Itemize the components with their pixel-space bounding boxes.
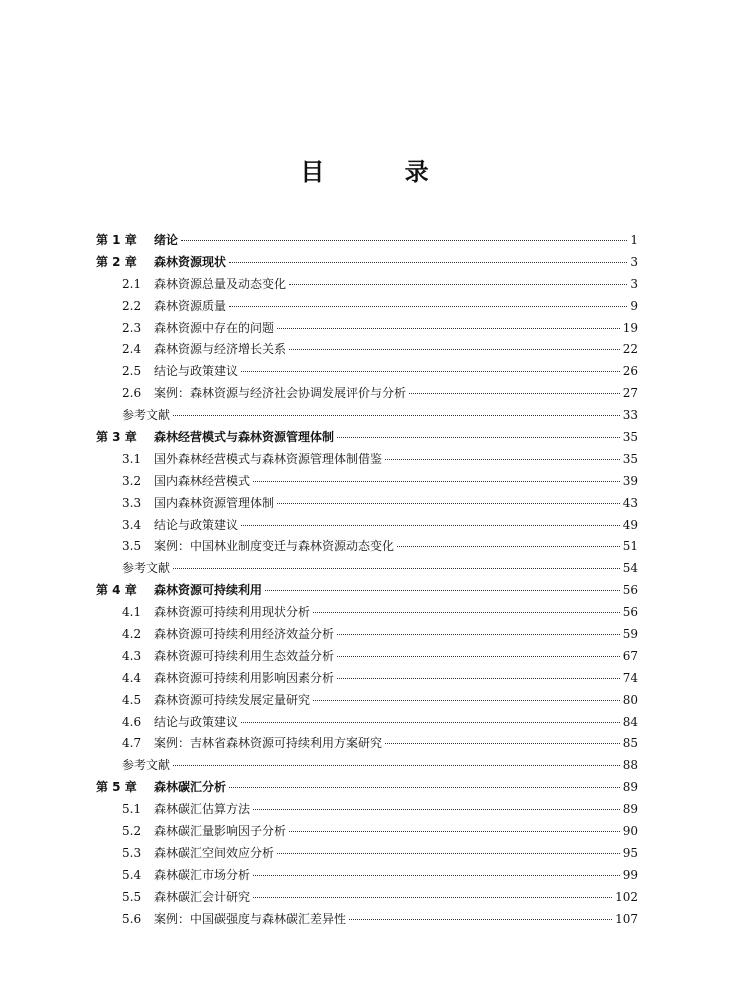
toc-section-entry[interactable] (96, 362, 638, 384)
toc-section-entry[interactable] (96, 800, 638, 822)
toc-entry-number: 3.4 (122, 517, 142, 532)
toc-entry-number: 4.7 (122, 736, 142, 751)
toc-entry-number: 5.4 (122, 867, 142, 882)
toc-entry-label: 参考文献 (122, 561, 171, 576)
toc-entry-page-number: 27 (622, 386, 638, 401)
toc-entry-number: 2.1 (122, 276, 142, 291)
toc-section-entry[interactable] (96, 888, 638, 910)
toc-entry-number: 3.1 (122, 451, 142, 466)
toc-entry-number: 4.5 (122, 692, 142, 707)
toc-dot-leader (253, 809, 620, 810)
toc-dot-leader (241, 525, 620, 526)
toc-section-entry[interactable] (96, 275, 638, 297)
toc-chapter-entry[interactable] (96, 778, 638, 800)
toc-entry-number: 第 2 章 (96, 254, 137, 269)
page-title: 目 录 (300, 158, 465, 186)
toc-dot-leader (409, 393, 620, 394)
toc-entry-number: 4.4 (122, 670, 142, 685)
toc-entry-number: 第 5 章 (96, 780, 137, 795)
toc-entry-page-number: 85 (622, 736, 638, 751)
toc-entry-page-number: 80 (622, 692, 638, 707)
toc-entry-page-number: 59 (622, 627, 638, 642)
toc-entry-label: 参考文献 (122, 408, 171, 423)
toc-entry-number: 2.6 (122, 386, 142, 401)
toc-entry-page-number: 84 (622, 714, 638, 729)
toc-entry-number: 4.3 (122, 648, 142, 663)
toc-dot-leader (385, 743, 620, 744)
toc-entry-page-number: 35 (622, 430, 638, 445)
toc-entry-page-number: 56 (622, 583, 638, 598)
toc-entry-page-number: 1 (630, 233, 638, 247)
toc-entry-label: 国内森林资源管理体制 (154, 495, 275, 510)
toc-entry-label: 森林碳汇空间效应分析 (154, 845, 275, 860)
toc-dot-leader (253, 875, 620, 876)
toc-entry-page-number: 35 (622, 451, 638, 466)
toc-references-entry[interactable] (96, 406, 638, 428)
toc-entry-page-number: 3 (630, 254, 638, 269)
toc-dot-leader (349, 919, 612, 920)
toc-entry-page-number: 90 (622, 824, 638, 839)
toc-chapter-entry[interactable] (96, 581, 638, 603)
toc-dot-leader (385, 459, 620, 460)
toc-section-entry[interactable] (96, 734, 638, 756)
toc-entry-number: 4.1 (122, 605, 142, 620)
toc-dot-leader (173, 568, 620, 569)
toc-dot-leader (313, 700, 620, 701)
toc-dot-leader (337, 656, 620, 657)
toc-section-entry[interactable] (96, 691, 638, 713)
toc-chapter-entry[interactable] (96, 253, 638, 275)
toc-entry-label: 结论与政策建议 (154, 517, 239, 532)
toc-section-entry[interactable] (96, 516, 638, 538)
toc-entry-page-number: 107 (615, 911, 638, 926)
toc-entry-label: 森林资源与经济增长关系 (154, 342, 287, 357)
toc-entry-page-number: 95 (622, 845, 638, 860)
toc-section-entry[interactable] (96, 866, 638, 888)
toc-references-entry[interactable] (96, 756, 638, 778)
toc-entry-page-number: 3 (630, 276, 638, 291)
toc-entry-page-number: 89 (622, 802, 638, 817)
toc-entry-page-number: 74 (622, 670, 638, 685)
toc-entry-number: 2.2 (122, 298, 142, 313)
toc-entry-label: 森林资源可持续利用 (154, 583, 263, 598)
toc-entry-label: 森林资源可持续利用影响因素分析 (154, 670, 335, 685)
toc-dot-leader (229, 787, 620, 788)
toc-entry-number: 3.2 (122, 473, 142, 488)
toc-section-entry[interactable] (96, 713, 638, 735)
toc-entry-number: 第 4 章 (96, 583, 137, 598)
toc-dot-leader (397, 546, 620, 547)
toc-entry-page-number: 9 (630, 298, 638, 313)
toc-dot-leader (229, 306, 627, 307)
table-of-contents (96, 231, 638, 932)
toc-entry-label: 国内森林经营模式 (154, 473, 251, 488)
toc-dot-leader (253, 897, 612, 898)
toc-entry-label: 森林碳汇量影响因子分析 (154, 824, 287, 839)
toc-entry-label: 结论与政策建议 (154, 714, 239, 729)
toc-entry-page-number: 88 (622, 758, 638, 773)
toc-chapter-entry[interactable] (96, 428, 638, 450)
toc-chapter-entry[interactable] (96, 231, 638, 253)
toc-entry-label: 森林资源可持续利用生态效益分析 (154, 648, 335, 663)
toc-entry-number: 第 3 章 (96, 430, 137, 445)
toc-dot-leader (337, 678, 620, 679)
toc-entry-page-number: 22 (622, 342, 638, 357)
toc-entry-label: 森林资源中存在的问题 (154, 320, 275, 335)
toc-dot-leader (173, 765, 620, 766)
toc-entry-page-number: 26 (622, 364, 638, 379)
toc-entry-page-number: 56 (622, 605, 638, 620)
toc-section-entry[interactable] (96, 603, 638, 625)
toc-dot-leader (277, 853, 620, 854)
toc-section-entry[interactable] (96, 494, 638, 516)
toc-entry-page-number: 19 (622, 320, 638, 335)
toc-dot-leader (181, 240, 627, 241)
toc-section-entry[interactable] (96, 647, 638, 669)
toc-entry-label: 参考文献 (122, 758, 171, 773)
toc-entry-label: 绪论 (154, 233, 179, 247)
toc-entry-label: 森林碳汇估算方法 (154, 802, 251, 817)
toc-entry-page-number: 43 (622, 495, 638, 510)
toc-section-entry[interactable] (96, 297, 638, 319)
toc-entry-page-number: 51 (622, 539, 638, 554)
toc-section-entry[interactable] (96, 319, 638, 341)
toc-entry-page-number: 39 (622, 473, 638, 488)
toc-references-entry[interactable] (96, 559, 638, 581)
toc-entry-label: 案例：中国碳强度与森林碳汇差异性 (154, 911, 347, 926)
toc-entry-number: 2.3 (122, 320, 142, 335)
toc-entry-number: 2.4 (122, 342, 142, 357)
toc-section-entry[interactable] (96, 669, 638, 691)
toc-entry-label: 森林碳汇分析 (154, 780, 227, 795)
toc-dot-leader (229, 262, 627, 263)
toc-dot-leader (277, 328, 620, 329)
toc-entry-label: 案例：森林资源与经济社会协调发展评价与分析 (154, 386, 407, 401)
toc-section-entry[interactable] (96, 384, 638, 406)
toc-section-entry[interactable] (96, 340, 638, 362)
toc-dot-leader (173, 415, 620, 416)
toc-entry-page-number: 54 (622, 561, 638, 576)
toc-dot-leader (337, 634, 620, 635)
toc-dot-leader (289, 831, 620, 832)
toc-entry-label: 森林经营模式与森林资源管理体制 (154, 430, 335, 445)
toc-dot-leader (289, 349, 620, 350)
toc-entry-number: 第 1 章 (96, 233, 137, 247)
toc-entry-label: 森林资源质量 (154, 298, 227, 313)
toc-entry-number: 4.2 (122, 627, 142, 642)
toc-section-entry[interactable] (96, 537, 638, 559)
toc-dot-leader (253, 481, 620, 482)
toc-entry-page-number: 102 (615, 889, 638, 904)
toc-dot-leader (277, 503, 620, 504)
toc-dot-leader (241, 722, 620, 723)
toc-entry-number: 5.5 (122, 889, 142, 904)
toc-entry-label: 国外森林经营模式与森林资源管理体制借鉴 (154, 451, 383, 466)
toc-entry-number: 5.6 (122, 911, 142, 926)
toc-dot-leader (337, 437, 620, 438)
toc-entry-label: 森林资源可持续发展定量研究 (154, 692, 311, 707)
toc-entry-label: 森林资源总量及动态变化 (154, 276, 287, 291)
toc-entry-number: 5.1 (122, 802, 142, 817)
toc-entry-label: 森林资源可持续利用现状分析 (154, 605, 311, 620)
toc-entry-number: 2.5 (122, 364, 142, 379)
toc-section-entry[interactable] (96, 625, 638, 647)
toc-entry-label: 森林碳汇市场分析 (154, 867, 251, 882)
toc-entry-number: 4.6 (122, 714, 142, 729)
toc-entry-page-number: 89 (622, 780, 638, 795)
toc-entry-label: 森林碳汇会计研究 (154, 889, 251, 904)
toc-entry-number: 3.3 (122, 495, 142, 510)
toc-section-entry[interactable] (96, 472, 638, 494)
toc-dot-leader (313, 612, 620, 613)
toc-entry-page-number: 67 (622, 648, 638, 663)
toc-dot-leader (265, 590, 620, 591)
toc-dot-leader (289, 284, 627, 285)
toc-entry-page-number: 33 (622, 408, 638, 423)
toc-entry-label: 结论与政策建议 (154, 364, 239, 379)
toc-dot-leader (241, 371, 620, 372)
toc-section-entry[interactable] (96, 450, 638, 472)
toc-section-entry[interactable] (96, 910, 638, 932)
toc-entry-page-number: 99 (622, 867, 638, 882)
toc-entry-label: 森林资源现状 (154, 254, 227, 269)
toc-section-entry[interactable] (96, 822, 638, 844)
toc-section-entry[interactable] (96, 844, 638, 866)
toc-entry-number: 5.3 (122, 845, 142, 860)
toc-entry-number: 3.5 (122, 539, 142, 554)
toc-entry-label: 案例：吉林省森林资源可持续利用方案研究 (154, 736, 383, 751)
toc-entry-number: 5.2 (122, 824, 142, 839)
toc-entry-label: 森林资源可持续利用经济效益分析 (154, 627, 335, 642)
toc-entry-label: 案例：中国林业制度变迁与森林资源动态变化 (154, 539, 395, 554)
toc-entry-page-number: 49 (622, 517, 638, 532)
